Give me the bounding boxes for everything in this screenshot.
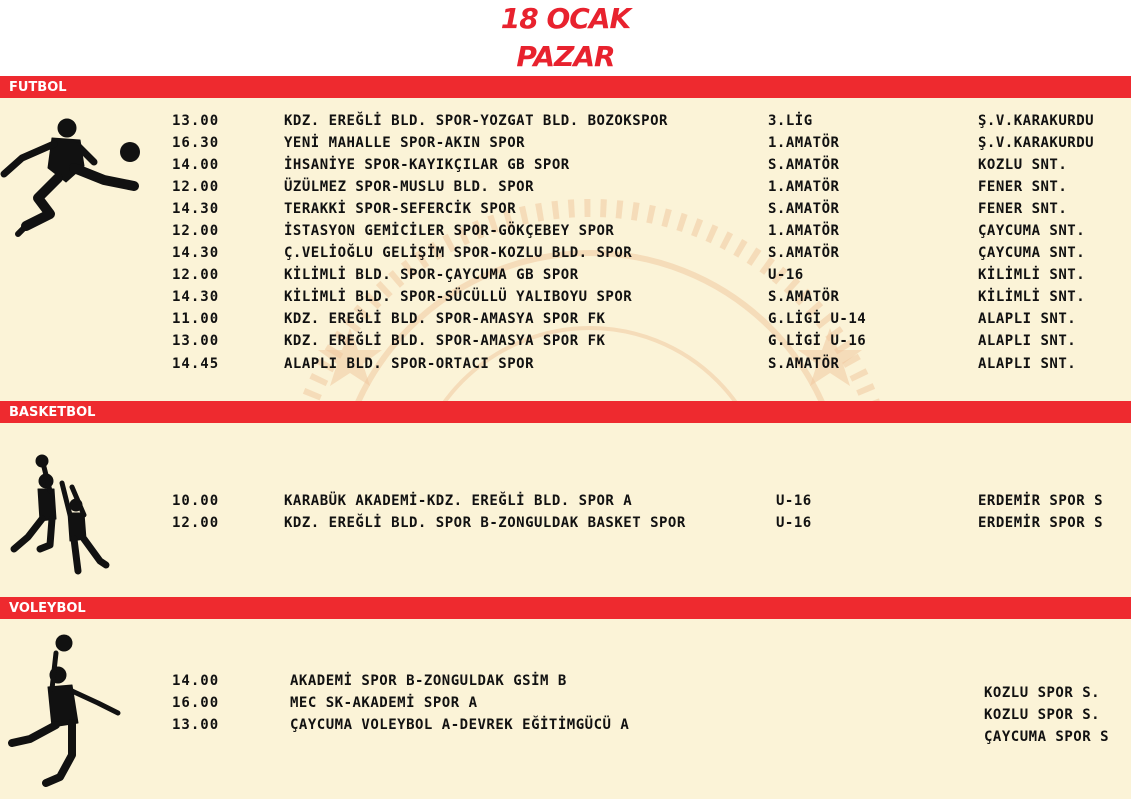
match-venue: ÇAYCUMA SNT. bbox=[978, 245, 1086, 261]
match-venue: KİLİMLİ SNT. bbox=[978, 267, 1086, 283]
match-time: 14.30 bbox=[172, 201, 220, 217]
match-teams: İHSANİYE SPOR-KAYIKÇILAR GB SPOR bbox=[284, 157, 570, 173]
match-category: U-16 bbox=[776, 493, 812, 509]
match-category: S.AMATÖR bbox=[768, 245, 840, 261]
section-bar-futbol: FUTBOL bbox=[0, 76, 1131, 100]
table-row bbox=[0, 330, 1131, 352]
match-time: 13.00 bbox=[172, 333, 220, 349]
match-teams: YENİ MAHALLE SPOR-AKIN SPOR bbox=[284, 135, 526, 151]
match-time: 14.00 bbox=[172, 157, 220, 173]
match-venue: ALAPLI SNT. bbox=[978, 311, 1077, 327]
match-venue: KOZLU SNT. bbox=[978, 157, 1068, 173]
match-teams: Ç.VELİOĞLU GELİŞİM SPOR-KOZLU BLD. SPOR bbox=[284, 245, 633, 261]
match-venue: ÇAYCUMA SNT. bbox=[978, 223, 1086, 239]
match-category: S.AMATÖR bbox=[768, 356, 840, 372]
table-row bbox=[0, 682, 1131, 704]
match-time: 12.00 bbox=[172, 179, 220, 195]
match-time: 13.00 bbox=[172, 113, 220, 129]
match-teams: KİLİMLİ BLD. SPOR-ÇAYCUMA GB SPOR bbox=[284, 267, 579, 283]
match-category: 1.AMATÖR bbox=[768, 135, 840, 151]
match-teams: ÇAYCUMA VOLEYBOL A-DEVREK EĞİTİMGÜCÜ A bbox=[290, 717, 630, 733]
table-row bbox=[0, 198, 1131, 220]
match-teams: KDZ. EREĞLİ BLD. SPOR-YOZGAT BLD. BOZOKSPOR bbox=[284, 113, 668, 129]
match-venue: KOZLU SPOR S. bbox=[984, 685, 1101, 701]
match-teams: KARABÜK AKADEMİ-KDZ. EREĞLİ BLD. SPOR A bbox=[284, 493, 633, 509]
match-time: 13.00 bbox=[172, 717, 220, 733]
match-time: 12.00 bbox=[172, 515, 220, 531]
day-title: PAZAR bbox=[516, 40, 615, 73]
match-venue: Ş.V.KARAKURDU bbox=[978, 135, 1095, 151]
date-title: 18 OCAK bbox=[500, 2, 631, 35]
table-row bbox=[0, 286, 1131, 308]
match-venue: ALAPLI SNT. bbox=[978, 333, 1077, 349]
match-category: G.LİGİ U-14 bbox=[768, 311, 867, 327]
match-time: 16.00 bbox=[172, 695, 220, 711]
table-row bbox=[0, 726, 1131, 748]
section-bar-basketbol: BASKETBOL bbox=[0, 401, 1131, 425]
match-venue: FENER SNT. bbox=[978, 179, 1068, 195]
match-time: 10.00 bbox=[172, 493, 220, 509]
match-teams: İSTASYON GEMİCİLER SPOR-GÖKÇEBEY SPOR bbox=[284, 223, 615, 239]
match-venue: KOZLU SPOR S. bbox=[984, 707, 1101, 723]
table-row bbox=[0, 110, 1131, 132]
table-row bbox=[0, 512, 1131, 534]
match-category: 3.LİG bbox=[768, 113, 813, 129]
table-row bbox=[0, 220, 1131, 242]
table-row bbox=[0, 154, 1131, 176]
match-teams: KDZ. EREĞLİ BLD. SPOR-AMASYA SPOR FK bbox=[284, 311, 606, 327]
match-category: U-16 bbox=[776, 515, 812, 531]
match-category: 1.AMATÖR bbox=[768, 223, 840, 239]
table-row bbox=[0, 704, 1131, 726]
match-time: 14.45 bbox=[172, 356, 220, 372]
match-time: 11.00 bbox=[172, 311, 220, 327]
table-row bbox=[0, 353, 1131, 375]
match-time: 16.30 bbox=[172, 135, 220, 151]
match-time: 14.00 bbox=[172, 673, 220, 689]
table-row bbox=[0, 264, 1131, 286]
match-time: 14.30 bbox=[172, 245, 220, 261]
match-time: 12.00 bbox=[172, 267, 220, 283]
match-venue: ALAPLI SNT. bbox=[978, 356, 1077, 372]
match-venue: ERDEMİR SPOR S bbox=[978, 515, 1104, 531]
match-teams: MEC SK-AKADEMİ SPOR A bbox=[290, 695, 478, 711]
match-time: 14.30 bbox=[172, 289, 220, 305]
match-venue: ÇAYCUMA SPOR S bbox=[984, 729, 1110, 745]
match-category: S.AMATÖR bbox=[768, 157, 840, 173]
section-bar-voleybol: VOLEYBOL bbox=[0, 597, 1131, 621]
match-venue: FENER SNT. bbox=[978, 201, 1068, 217]
match-category: U-16 bbox=[768, 267, 804, 283]
match-time: 12.00 bbox=[172, 223, 220, 239]
table-row bbox=[0, 132, 1131, 154]
match-category: S.AMATÖR bbox=[768, 289, 840, 305]
table-row bbox=[0, 176, 1131, 198]
table-row bbox=[0, 242, 1131, 264]
match-category: S.AMATÖR bbox=[768, 201, 840, 217]
match-teams: KİLİMLİ BLD. SPOR-SÜCÜLLÜ YALIBOYU SPOR bbox=[284, 289, 633, 305]
match-teams: KDZ. EREĞLİ BLD. SPOR B-ZONGULDAK BASKET SPOR bbox=[284, 515, 686, 531]
match-venue: ERDEMİR SPOR S bbox=[978, 493, 1104, 509]
table-row bbox=[0, 308, 1131, 330]
match-teams: TERAKKİ SPOR-SEFERCİK SPOR bbox=[284, 201, 517, 217]
match-category: G.LİGİ U-16 bbox=[768, 333, 867, 349]
match-category: 1.AMATÖR bbox=[768, 179, 840, 195]
match-teams: AKADEMİ SPOR B-ZONGULDAK GSİM B bbox=[290, 673, 567, 689]
table-row bbox=[0, 490, 1131, 512]
match-venue: Ş.V.KARAKURDU bbox=[978, 113, 1095, 129]
match-teams: ÜZÜLMEZ SPOR-MUSLU BLD. SPOR bbox=[284, 179, 535, 195]
match-teams: ALAPLI BLD. SPOR-ORTACI SPOR bbox=[284, 356, 535, 372]
match-venue: KİLİMLİ SNT. bbox=[978, 289, 1086, 305]
match-teams: KDZ. EREĞLİ BLD. SPOR-AMASYA SPOR FK bbox=[284, 333, 606, 349]
